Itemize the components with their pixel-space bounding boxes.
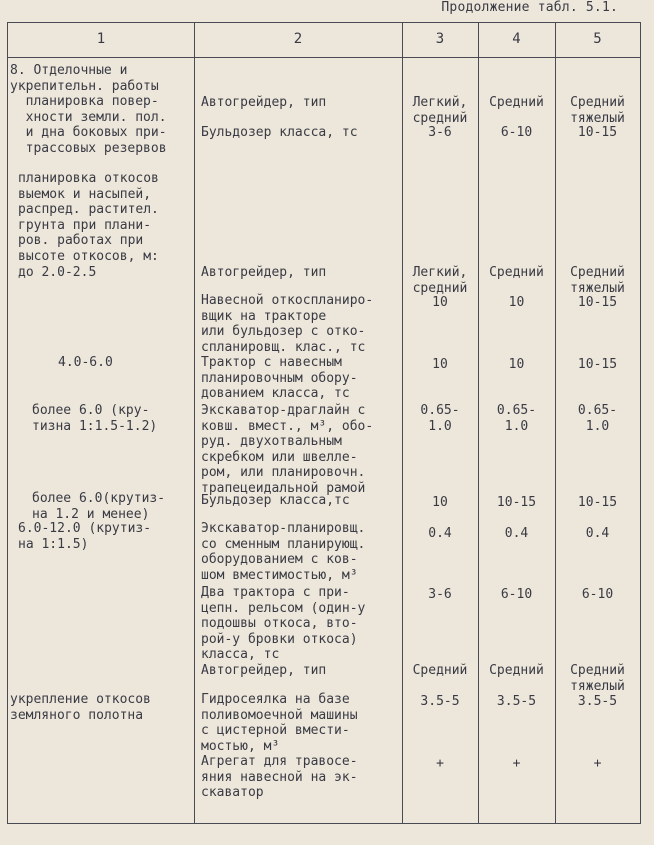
col3-row8: 0.4	[428, 526, 452, 541]
col3-row2: 3-6	[428, 125, 452, 140]
equipment-table	[7, 22, 641, 824]
col5-row10: Средний тяжелый	[570, 663, 625, 694]
header-divider	[8, 57, 640, 58]
col3-row6: 0.65- 1.0	[420, 403, 460, 434]
col4-row3: Средний	[489, 265, 544, 280]
col4-row4: 10	[508, 295, 525, 310]
hydroseeder: Гидросеялка на базе поливомоечной машины с цистерной вмести- мостью, м³	[201, 692, 358, 754]
col4-row6: 0.65- 1.0	[496, 403, 537, 434]
slope-grading-label: планировка откосов выемок и насыпей, распред. растител. грунта при плани- ров. работах при высоте откосов, м: до 2.0-2.5	[18, 171, 159, 280]
col3-row5: 10	[432, 357, 448, 372]
col3-row3: Легкий, средний	[412, 265, 468, 296]
height-over-6-a-label: более 6.0 (кру- тизна 1:1.5-1.2)	[32, 403, 158, 434]
header-col-3: 3	[435, 31, 445, 47]
col4-row5: 10	[508, 357, 525, 372]
col5-row12: +	[593, 756, 602, 771]
slope-reinforcement-label: укрепление откосов земляного полотна	[10, 692, 151, 723]
section-8-title: 8. Отделочные и укрепительн. работы планировка повер- хности земли. пол. и дна боковых при- трассовых резервов	[10, 63, 167, 156]
col5-row5: 10-15	[577, 357, 618, 372]
height-6-12-label: 6.0-12.0 (крутиз- на 1:1.5)	[18, 521, 152, 552]
header-col-5: 5	[593, 31, 602, 47]
col5-row3: Средний тяжелый	[570, 265, 625, 296]
col3-row9: 3-6	[428, 587, 452, 602]
col4-row10: Средний	[489, 663, 544, 678]
table-caption: Продолжение табл. 5.1.	[441, 0, 618, 15]
mounted-slope-planner: Навесной откоспланиро- вщик на тракторе или бульдозер с отко- спланировщ. клас., тс	[201, 293, 374, 355]
col4-row7: 10-15	[496, 495, 537, 510]
col3-row1: Легкий, средний	[412, 95, 468, 126]
bulldozer-class-2: Бульдозер класса,тс	[201, 493, 350, 508]
grader-type-1: Автогрейдер, тип	[201, 95, 327, 110]
col4-row9: 6-10	[500, 587, 533, 602]
col4-row1: Средний	[489, 95, 544, 110]
height-4-6-label: 4.0-6.0	[58, 355, 113, 370]
excavator-planner: Экскаватор-планировщ. со сменным планирующ. оборудованием с ков- шом вместимостью, м³	[201, 521, 366, 583]
two-tractors-rail: Два трактора с при- цепн. рельсом (один-у подошвы откоса, вто- рой-у бровки откоса) класса, тс	[201, 585, 366, 663]
col4-row12: +	[512, 756, 521, 771]
col5-row11: 3.5-5	[577, 694, 618, 709]
bulldozer-class-1: Бульдозер класса, тс	[201, 125, 358, 140]
col4-row2: 6-10	[500, 125, 533, 140]
grader-type-2: Автогрейдер, тип	[201, 265, 327, 280]
header-col-4: 4	[512, 31, 521, 47]
col3-row4: 10	[432, 295, 448, 310]
col5-row7: 10-15	[577, 495, 618, 510]
col5-row1: Средний тяжелый	[570, 95, 625, 126]
col5-row8: 0.4	[585, 526, 610, 541]
grass-seeding-aggregate: Агрегат для травосе- яния навесной на эк- скаватор	[201, 754, 358, 801]
col3-row12: +	[436, 756, 444, 771]
col5-row2: 10-15	[577, 125, 618, 140]
col3-row10: Средний	[412, 663, 468, 678]
height-over-6-b-label: более 6.0(крутиз- на 1.2 и менее)	[32, 491, 166, 522]
col5-row4: 10-15	[577, 295, 618, 310]
grader-type-3: Автогрейдер, тип	[201, 663, 327, 678]
col5-row9: 6-10	[581, 587, 614, 602]
header-col-2: 2	[293, 31, 303, 47]
dragline-excavator: Экскаватор-драглайн с ковш. вмест., м³, обо- руд. двухотвальным скребком или швелле- ром, или планировочн. трапецеидальной рамой	[201, 403, 374, 496]
tractor-mounted-equipment: Трактор с навесным планировочным обору- дованием класса, тс	[201, 355, 358, 402]
col5-row6: 0.65- 1.0	[577, 403, 618, 434]
col4-row8: 0.4	[504, 526, 529, 541]
header-col-1: 1	[96, 31, 106, 47]
col3-row7: 10	[432, 495, 448, 510]
col4-row11: 3.5-5	[496, 694, 537, 709]
col3-row11: 3.5-5	[420, 694, 460, 709]
column-divider	[194, 23, 195, 823]
